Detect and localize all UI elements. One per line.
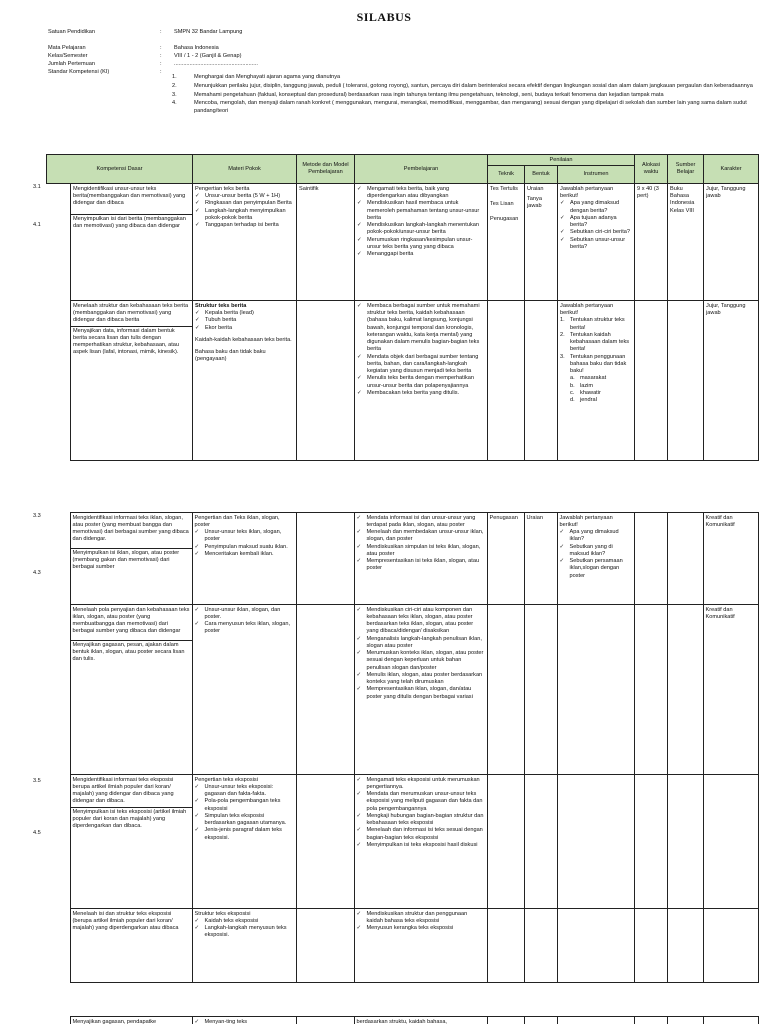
instrumen-title: Jawablah pertanyaan berikut! bbox=[560, 185, 614, 200]
list-item bbox=[570, 383, 632, 390]
header-teknik: Teknik bbox=[488, 166, 525, 184]
materi-list bbox=[195, 193, 294, 229]
alokasi-text: 9 x 40 (3 pert) bbox=[635, 184, 668, 301]
list-item: ✓ Kepala berita (lead) bbox=[195, 310, 294, 317]
pembelajaran-list bbox=[357, 911, 485, 933]
materi-title: Struktur teks eksposisi bbox=[194, 910, 251, 917]
list-item: ✓ Mengamati teks eksposisi untuk merumuskan pengertiannya. bbox=[357, 777, 485, 792]
instrumen-list bbox=[560, 529, 632, 580]
ki-text: Memahami pengetahuan (faktual, konseptual dan prosedural) berdasarkan rasa ingin tahunya tentang ilmu pengetahuan, teknologi, seni, budaya terkait fenomena dan kejadian tampak mata bbox=[194, 91, 664, 98]
list-item: Tes Tertulis bbox=[490, 185, 518, 192]
instrumen-list bbox=[560, 317, 632, 375]
meta-label: Standar Kompetensi (KI) bbox=[48, 69, 110, 75]
ki-item bbox=[172, 83, 757, 90]
materi-list bbox=[195, 529, 294, 558]
list-item: ✓ Menganalisis langkah-langkah penulisan iklan, slogan atau poster bbox=[357, 636, 485, 651]
teknik-list bbox=[488, 184, 525, 301]
karakter-text: Jujur, Tanggung jawab bbox=[704, 184, 759, 301]
table-row bbox=[46, 1017, 758, 1024]
meta-row bbox=[48, 53, 748, 61]
list-item bbox=[560, 317, 632, 332]
list-text: khawatir bbox=[580, 389, 601, 396]
list-item: ✓ Menyusun kerangka teks eksposisi bbox=[357, 925, 485, 932]
list-item: Uraian bbox=[527, 185, 544, 192]
list-item: ✓ Ekor berita bbox=[195, 325, 294, 332]
list-text: masarakat bbox=[580, 375, 607, 382]
list-item: ✓ Mempresentasikan iklan, slogan, dan/atau poster yang ditulis dengan berbagai variasi bbox=[357, 686, 485, 701]
list-number: 3. bbox=[560, 353, 565, 360]
ki-number: 3. bbox=[172, 91, 177, 98]
list-item: ✓ Sebutkan unsur-unsur berita? bbox=[560, 237, 632, 252]
karakter-text: Kreatif dan Komunikatif bbox=[703, 605, 758, 775]
metode-text: Saintifik bbox=[297, 184, 355, 301]
header-pembelajaran: Pembelajaran bbox=[355, 155, 488, 184]
table-row bbox=[46, 775, 758, 909]
list-item: ✓ Mendata dan merumuskan unsur-unsur teks eksposisi yang meliputi gagasan dan fakta dan pola pengembangannya bbox=[357, 791, 485, 813]
materi-list bbox=[195, 607, 294, 636]
meta-value bbox=[174, 37, 748, 45]
kd-text: Menyimpulkan isi iklan, slogan, atau poster (membang gakan dan memotivasi) dari berbagai sumber bbox=[71, 548, 192, 572]
bentuk-list bbox=[525, 184, 558, 301]
list-text: jendral bbox=[580, 397, 597, 404]
materi-text: Kaidah-kaidah kebahasaan teks berita. bbox=[195, 336, 292, 343]
materi-text: Bahasa baku dan tidak baku (pengayaan) bbox=[195, 349, 266, 363]
list-item: ✓ Tubuh berita bbox=[195, 317, 294, 324]
list-number: c. bbox=[570, 389, 575, 396]
header-sumber: Sumber Belajar bbox=[668, 155, 704, 184]
meta-colon: : bbox=[160, 29, 162, 35]
list-item: ✓ Menceritakan kembali iklan. bbox=[195, 551, 294, 558]
table-row bbox=[47, 301, 759, 461]
materi-list bbox=[195, 310, 294, 332]
ki-item bbox=[172, 74, 757, 81]
bentuk-text: Uraian bbox=[524, 513, 557, 605]
list-item: ✓ Mendata objek dari berbagai sumber tentang berita, bahan, dan cara/langkah-langkah kegiatan yang disusun menjadi teks berita bbox=[357, 354, 485, 376]
list-item: ✓ Mendiskusikan struktur dan penggunaan kaidah bahasa teks eksposisi bbox=[357, 911, 485, 926]
list-item: ✓ Unsur-unsur teks iklan, slogan, poster bbox=[195, 529, 294, 544]
meta-label bbox=[48, 37, 160, 45]
materi-title: Pengertian dan Teks iklan, slogan, poster bbox=[194, 514, 280, 528]
list-item: Tes Lisan bbox=[490, 201, 514, 208]
list-item: ✓ Membacakan teks berita yang ditulis. bbox=[357, 390, 485, 397]
list-item: ✓ Unsur-unsur berita (5 W + 1H) bbox=[195, 193, 294, 200]
pembelajaran-text: berdasarkan struktu, kaidah bahasa, bbox=[354, 1017, 487, 1024]
list-item: ✓ Mendata informasi isi dan unsur-unsur yang terdapat pada iklan, slogan, atau poster bbox=[357, 515, 485, 530]
list-item: ✓ Menanggapi berita bbox=[357, 251, 485, 258]
instrumen-title: Jawablah pertanyaan berikut! bbox=[559, 514, 613, 528]
kd-text: Menyimpulkan isi dari berita (membanggakan dan memotivasi) yang dibaca dan didengar bbox=[71, 214, 192, 231]
list-item: ✓ Ringkasan dan penyimpulan Berita bbox=[195, 200, 294, 207]
kd-number: 3.3 bbox=[33, 513, 41, 519]
materi-title: Pengertian teks berita bbox=[195, 185, 250, 192]
list-item: ✓ Mendiskusikan langkah-langkah menentukan pokok-pokok/unsur-unsur berita bbox=[357, 222, 485, 237]
standar-kompetensi-list bbox=[172, 74, 757, 116]
ki-text: Menghargai dan Menghayati ajaran agama yang dianutnya bbox=[194, 74, 341, 80]
ki-text: Menunjukkan perilaku jujur, disiplin, tanggung jawab, peduli ( toleransi, gotong royong), santun, percaya diri dalam berinteraksi secara efektif dengan lingkungan sosial dan alam dalam jangkauan pergaulan dan keberadaannya bbox=[194, 82, 753, 89]
list-item: ✓ Simpulan teks eksposisi berdasarkan gagasan utamanya. bbox=[195, 813, 294, 828]
ki-item bbox=[172, 92, 757, 99]
list-number: b. bbox=[570, 382, 575, 389]
kd-number: 4.3 bbox=[33, 570, 41, 576]
syllabus-table-3 bbox=[46, 1016, 759, 1024]
kd-text: Mengidentifikasi informasi teks eksposisi berupa artikel ilmiah populer dari koran/ majalah) yang didengar dan dibaca yang didengar dan dibaca. bbox=[72, 776, 174, 805]
table-row bbox=[46, 909, 758, 983]
list-item: ✓ Mendiskusikan simpulan isi teks iklan, slogan, atau poster bbox=[357, 544, 485, 559]
list-item: ✓ Sebutkan ciri-ciri berita? bbox=[560, 229, 632, 236]
list-item: ✓ Merumuskan ringkasan/kesimpulan unsur-unsur teks berita yang yang dibaca bbox=[357, 237, 485, 252]
kd-text: Menyajikan gagasan, pendapatke bbox=[70, 1017, 192, 1024]
table-row bbox=[46, 605, 758, 775]
ki-item bbox=[172, 100, 757, 115]
pembelajaran-list bbox=[357, 777, 485, 850]
list-item bbox=[570, 390, 632, 397]
list-item: ✓ Menelaah dan membedakan unsur-unsur iklan, slogan, dan poster bbox=[357, 529, 485, 544]
header-metode: Metode dan Model Pembelajaran bbox=[297, 155, 355, 184]
kd-text: Mengidentifikasi unsur-unsur teks berita(membanggakan dan memotivasi) yang didengar dan dibaca bbox=[73, 185, 186, 207]
list-number: 2. bbox=[560, 331, 565, 338]
ki-number: 2. bbox=[172, 82, 177, 89]
meta-label: Jumlah Pertemuan bbox=[48, 61, 95, 67]
meta-colon: : bbox=[160, 61, 162, 67]
ki-number: 4. bbox=[172, 100, 177, 107]
list-item: ✓ Mendiskusikan ciri-ciri atau komponen dan kebahasaan teks iklan, slogan, atau poster berdasarkan teks iklan, slogan, atau poster yang dibaca/didengar/ disaksikan bbox=[357, 607, 485, 636]
header-materi: Materi Pokok bbox=[193, 155, 297, 184]
list-item: ✓ Unsur-unsur iklan, slogan, dan poster. bbox=[195, 607, 294, 622]
karakter-text: Jujur, Tanggung jawab bbox=[704, 301, 759, 461]
kd-number: 3.5 bbox=[33, 778, 41, 784]
syllabus-table-1 bbox=[46, 154, 759, 461]
pembelajaran-list bbox=[357, 303, 485, 397]
list-item: ✓ Membaca berbagai sumber untuk memahami struktur teks berita, kaidah kebahasaan (bahasa baku, kalimat langsung, konjungsi bawah, konjungsi temporal dan kronologis, keterangan waktu, kata kerja mental) yang digunakan dalam menulis bagian-bagian teks berita bbox=[357, 303, 485, 354]
list-item: ✓ Jenis-jenis paragraf dalam teks eksposisi. bbox=[195, 827, 294, 842]
kd-text: Menyimpulkan isi teks eksposisi (artikel ilmiah populer dari koran dan majalah) yang diperdengarkan dan dibaca. bbox=[71, 807, 192, 831]
meta-colon: : bbox=[160, 53, 162, 59]
karakter-text: Kreatif dan Komunikatif bbox=[703, 513, 758, 605]
meta-row bbox=[48, 45, 748, 53]
meta-colon bbox=[160, 37, 174, 45]
list-item: ✓ Menulis teks berita dengan memperhatikan unsur-unsur berita dan polapenyajiannya bbox=[357, 375, 485, 390]
kd-text: Menyajikan data, informasi dalam bentuk berita secara lisan dan tulis dengan memperhatikan struktur, kebahasaan, atau aspek lisan (lafal, intonasi, mimik, kinesik). bbox=[71, 326, 192, 357]
list-item: ✓ Apa yang dimaksud dengan berita? bbox=[560, 200, 632, 215]
kd-text: Menelaah struktur dan kebahasaan teks berita (membanggakan dan memotivasi) yang didengar dan dibaca berita bbox=[73, 302, 189, 324]
list-item: ✓ Sebutkan persamaan iklan,slogan dengan poster bbox=[560, 558, 632, 580]
list-item: ✓ Mempresentasikan isi teks iklan, slogan, atau poster bbox=[357, 558, 485, 573]
list-item: ✓ Apa tujuan adanya berita? bbox=[560, 215, 632, 230]
document-title: SILABUS bbox=[356, 10, 412, 24]
list-item: ✓ Apa yang dimaksud iklan? bbox=[560, 529, 632, 544]
kd-text: Mengidentifikasi informasi teks iklan, slogan, atau poster (yang membuat bangga dan memotivasi) dari berbagai sumber yang dibaca dan didengar. bbox=[72, 514, 189, 543]
meta-info bbox=[48, 29, 748, 77]
list-number: a. bbox=[570, 375, 575, 382]
list-item: ✓ Kaidah teks eksposisi bbox=[195, 918, 294, 925]
syllabus-table-2 bbox=[46, 512, 759, 983]
sumber-text: Buku Bahasa Indonesia Kelas VIII bbox=[668, 184, 704, 301]
list-item: ✓ Pola-pola pengembangan teks eksposisi bbox=[195, 798, 294, 813]
header-instrumen: Instrumen bbox=[558, 166, 635, 184]
teknik-text: Penugasan bbox=[487, 513, 524, 605]
list-item: ✓ Mendiskusikan hasil membaca untuk memeroleh pemahaman tentang unsur-unsur berita bbox=[357, 200, 485, 222]
kd-text: Menelaah isi dan struktur teks eksposisi (berupa artikel ilmiah populer dari koran/ majalah) yang diperdengarkan atau dibaca bbox=[70, 909, 192, 983]
list-item bbox=[570, 375, 632, 382]
list-item: ✓ Sebutkan yang di maksud iklan? bbox=[560, 544, 632, 559]
meta-colon: : bbox=[160, 69, 162, 75]
meta-label: Mata Pelajaran bbox=[48, 45, 86, 51]
materi-list bbox=[195, 1019, 294, 1024]
meta-row bbox=[48, 29, 748, 37]
header-penilaian: Penilaian bbox=[488, 155, 635, 166]
list-item: ✓ Langkah-langkah menyusun teks eksposisi. bbox=[195, 925, 294, 940]
table-row bbox=[46, 513, 758, 605]
list-item: ✓ Tanggapan terhadap isi berita bbox=[195, 222, 294, 229]
header-bentuk: Bentuk bbox=[525, 166, 558, 184]
instrumen-sublist bbox=[560, 375, 632, 404]
pembelajaran-list bbox=[357, 186, 485, 259]
list-number: 1. bbox=[560, 317, 565, 324]
materi-title: Pengertian teks eksposisi bbox=[194, 776, 258, 783]
list-text: Tentukan penggunaan bahasa baku dan tidak baku! bbox=[570, 353, 627, 375]
ki-text: Mencoba, mengolah, dan menyaji dalam ranah konkret ( menggunakan, mengurai, merangkai, memodifikasi, menggambar, dan mengarang) sesuai dengan yang dipelajari di sekolah dan sumber lain yang sama dalam sudut pandang/teori bbox=[194, 100, 747, 114]
materi-list bbox=[195, 918, 294, 940]
list-text: lazim bbox=[580, 382, 594, 389]
list-item: ✓ Unsur-unsur teks eksposisi: gagasan dan fakta-fakta. bbox=[195, 784, 294, 799]
list-item bbox=[570, 397, 632, 404]
list-item: Penugasan bbox=[490, 216, 519, 223]
meta-label: Satuan Pendidikan bbox=[48, 29, 95, 35]
list-text: Tentukan kaidah kebahasaan dalam teks berita! bbox=[570, 331, 630, 353]
meta-row bbox=[48, 61, 748, 69]
list-text: Tentukan struktur teks berita! bbox=[570, 317, 625, 331]
kd-text: Menelaah pola penyajian dan kebahasaan teks iklan, slogan, atau poster (yang membuatbangga dan memotivasi) dari berbagai sumber yang dibaca dan didengar bbox=[72, 606, 190, 635]
list-number: d. bbox=[570, 397, 575, 404]
meta-label: Kelas/Semester bbox=[48, 53, 88, 59]
list-item: ✓ Menyan-ting teks bbox=[195, 1019, 294, 1024]
list-item: ✓ Menelaah dan informasi isi teks sesuai dengan bagian-bagian teks eksposisi bbox=[357, 827, 485, 842]
header-karakter: Karakter bbox=[704, 155, 759, 184]
materi-title: Struktur teks berita bbox=[195, 302, 247, 309]
meta-value: ...................................................... bbox=[174, 61, 258, 67]
header-alokasi: Alokasi waktu bbox=[635, 155, 668, 184]
list-item: ✓ Cara menyusun teks iklan, slogan, poster bbox=[195, 621, 294, 636]
ki-number: 1. bbox=[172, 74, 177, 80]
kd-number: 4.1 bbox=[33, 222, 41, 228]
instrumen-list bbox=[560, 200, 632, 251]
meta-value: SMPN 32 Bandar Lampung bbox=[174, 29, 243, 35]
list-item: Tanya jawab bbox=[527, 196, 542, 210]
list-item: ✓ Merumuskan konteks iklan, slogan, atau poster sesuai dengan keperluan untuk bahan penulisan slogan dan/poster bbox=[357, 650, 485, 672]
header-kd: Kompetensi Dasar bbox=[47, 155, 193, 184]
list-item bbox=[560, 354, 632, 376]
materi-list bbox=[195, 784, 294, 842]
list-item: ✓ Menyimpulkan isi teks eksposisi hasil diskusi bbox=[357, 842, 485, 849]
list-item bbox=[560, 332, 632, 354]
pembelajaran-list bbox=[357, 515, 485, 573]
meta-row bbox=[48, 37, 748, 45]
meta-value: VIII / 1 - 2 (Ganjil & Genap) bbox=[174, 53, 242, 59]
instrumen-title: Jawablah pertanyaan berikut! bbox=[560, 302, 614, 317]
table-row bbox=[47, 184, 759, 301]
kd-number: 3.1 bbox=[33, 184, 41, 190]
kd-number: 4.5 bbox=[33, 830, 41, 836]
list-item: ✓ Menulis iklan, slogan, atau poster berdasarkan konteks yang telah dirumuskan bbox=[357, 672, 485, 687]
list-item: ✓ Penyimpulan maksud suatu iklan. bbox=[195, 544, 294, 551]
list-item: ✓ Langkah-langkah menyimpulkan pokok-pokok berita bbox=[195, 208, 294, 223]
list-item: ✓ Mengamati teks berita, baik yang diperdengarkan atau dibyangkan bbox=[357, 186, 485, 201]
meta-colon: : bbox=[160, 45, 162, 51]
meta-value: Bahasa Indonesia bbox=[174, 45, 219, 51]
pembelajaran-list bbox=[357, 607, 485, 701]
kd-text: Menyajikan gagasan, pesan, ajakan dalam bentuk iklan, slogan, atau poster secara lisan dan tulis. bbox=[71, 640, 192, 664]
list-item: ✓ Mengkaji hubungan bagian-bagian struktur dan kebahasaan teks eksposisi bbox=[357, 813, 485, 828]
